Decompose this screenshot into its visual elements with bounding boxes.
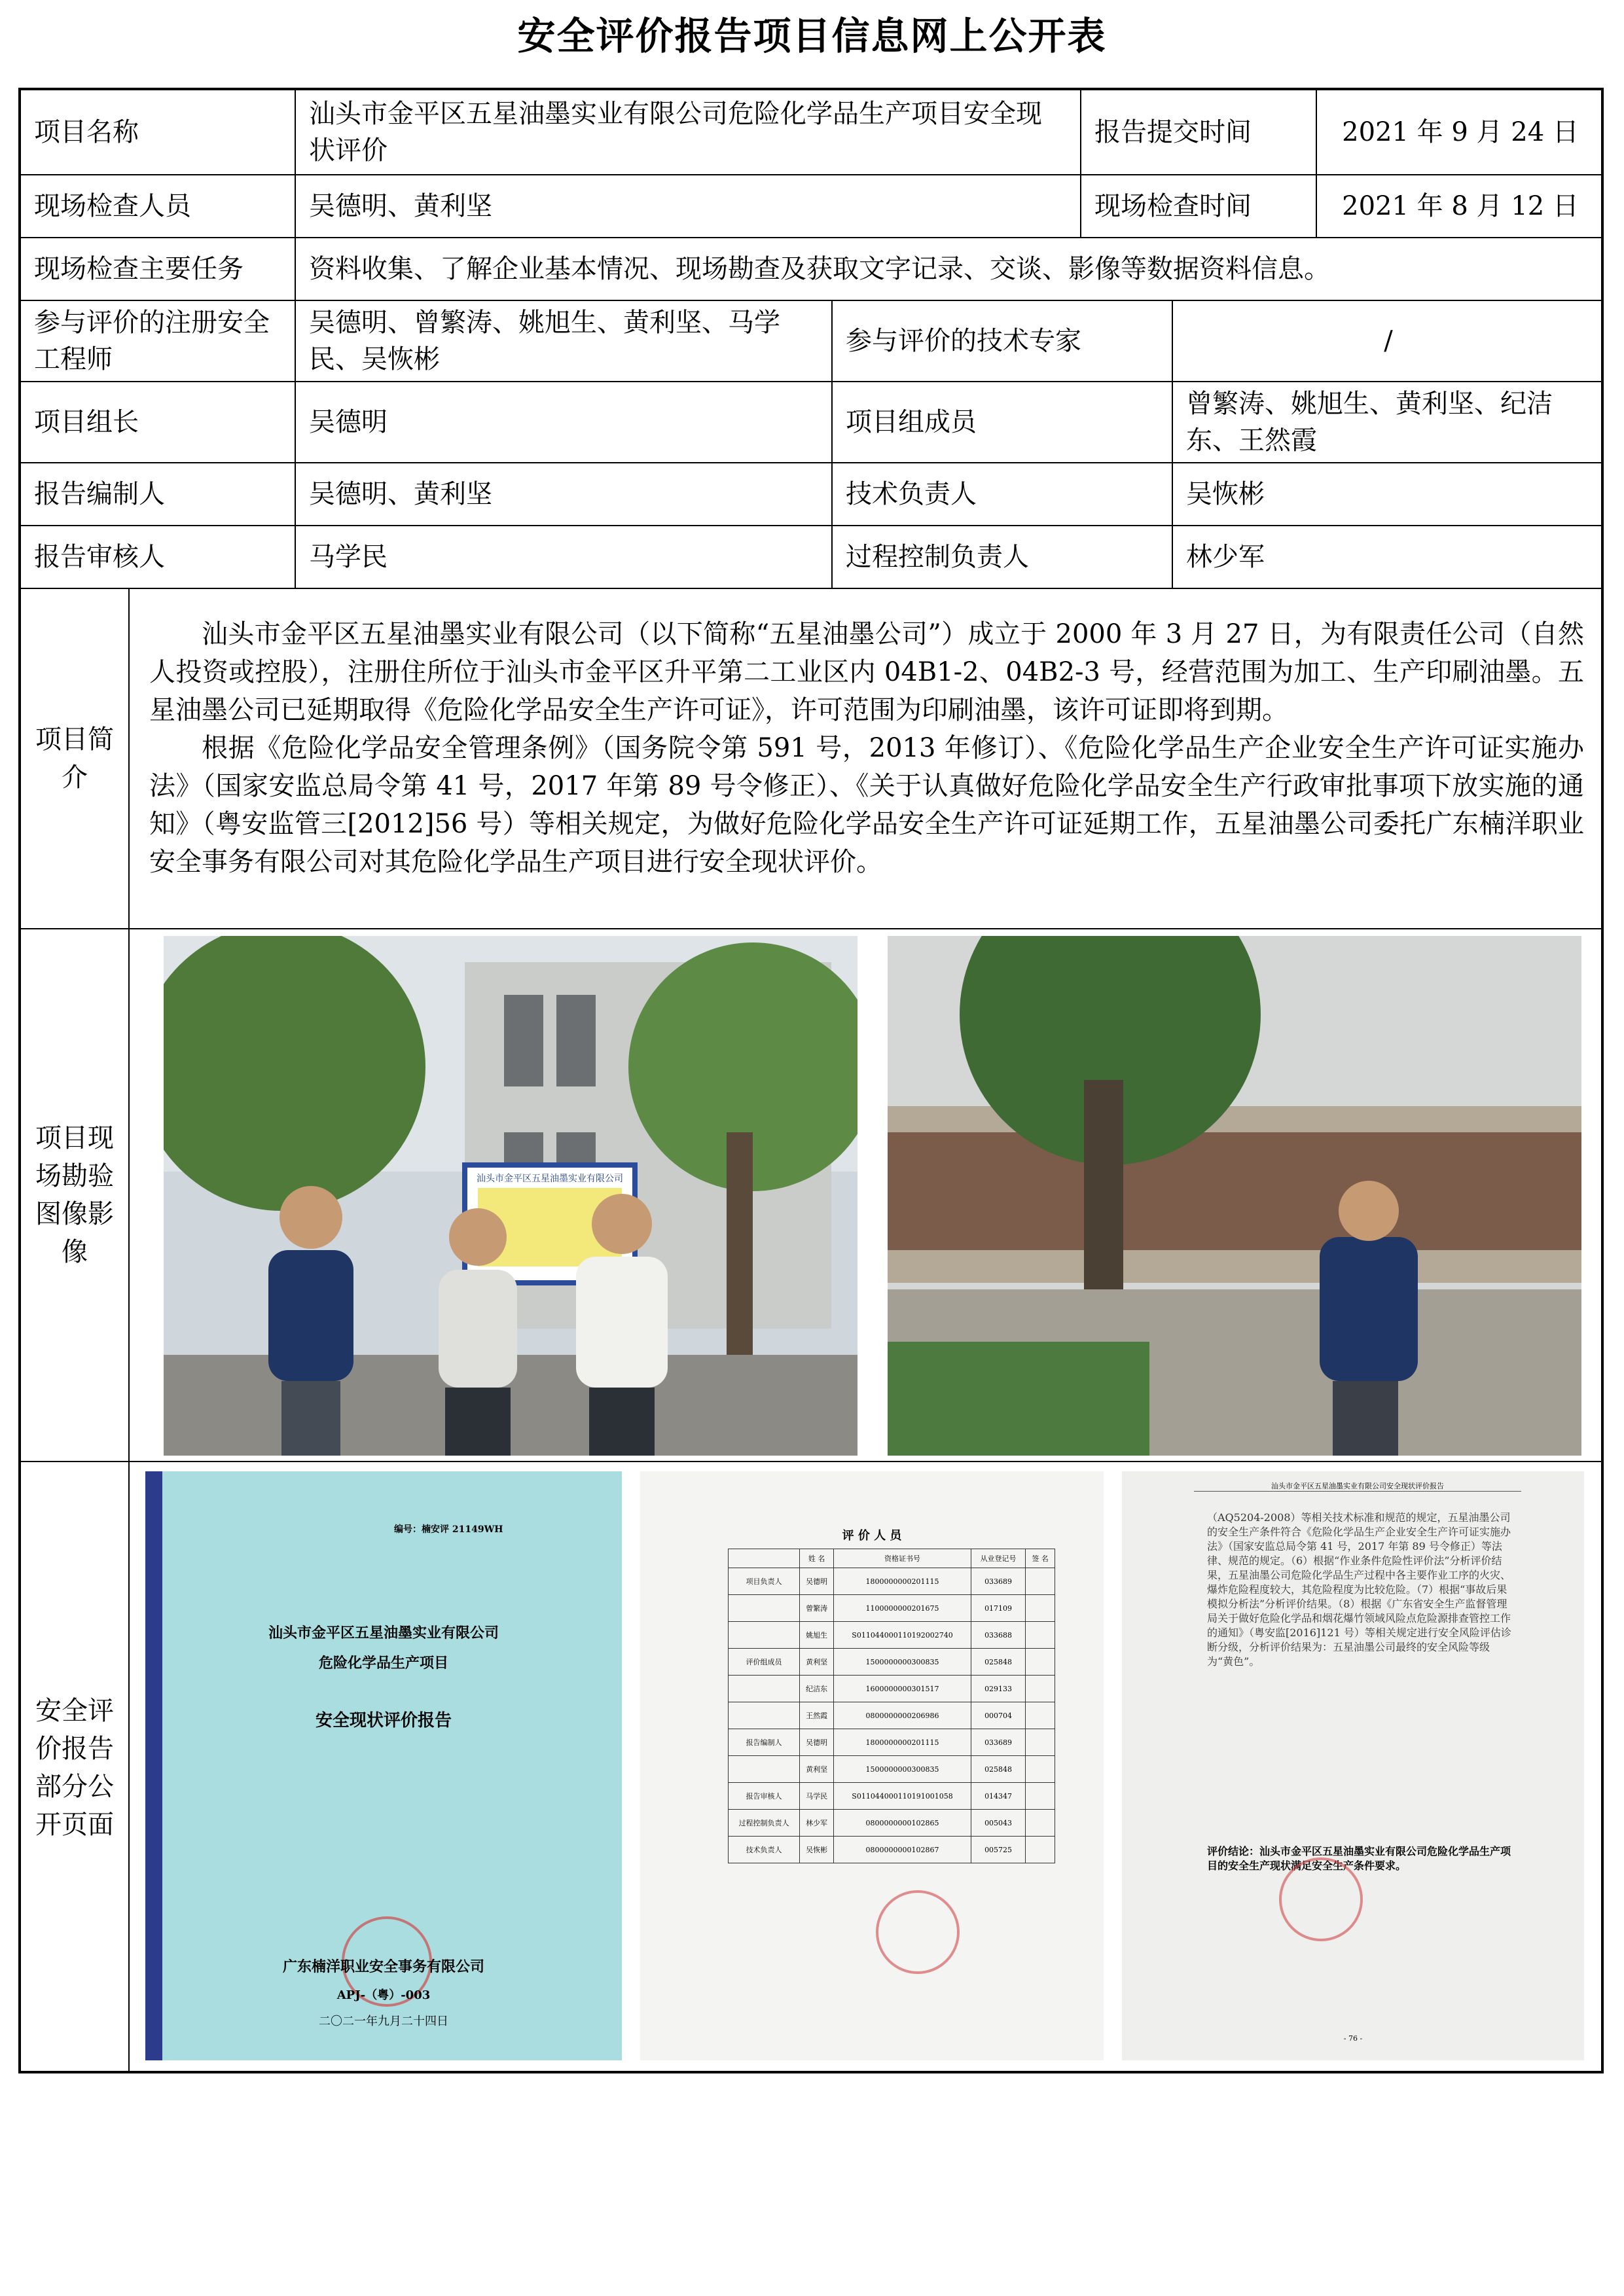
staff-table-cell <box>1026 1783 1055 1810</box>
staff-table-cell: 025848 <box>971 1756 1025 1783</box>
leader-label: 项目组长 <box>21 382 296 463</box>
staff-table-cell: 017109 <box>971 1595 1025 1622</box>
staff-table-cell: S011044000110191001058 <box>834 1783 971 1810</box>
info-table <box>18 88 1604 2073</box>
intro-label: 项目简介 <box>21 589 130 929</box>
intro-paragraph-2: 根据《危险化学品安全管理条例》（国务院令第 591 号，2013 年修订）、《危险化学品生产企业安全生产许可证实施办法》（国家安监总局令第 41 号，2017 年第 89 号令修正）、《关于认真做好危险化学品安全生产行政审批事项下放实施的通知》（粤安监管三[2012]56 号）等相关规定，为做好危险化学品安全生产许可证延期工作，五星油墨公司委托广东楠洋职业安全事务有限公司对其危险化学品生产项目进行安全现状评价。 <box>149 733 1584 877</box>
project-name-label: 项目名称 <box>21 90 296 175</box>
staff-table-row <box>729 1702 1055 1729</box>
author-label: 报告编制人 <box>21 463 296 526</box>
staff-table-cell: 0800000000206986 <box>834 1702 971 1729</box>
cover-agency: 广东楠洋职业安全事务有限公司 <box>282 1958 484 1975</box>
tech-label: 技术负责人 <box>833 463 1173 526</box>
experts-label: 参与评价的技术专家 <box>833 301 1173 382</box>
staff-table-cell: 吴德明 <box>800 1568 834 1595</box>
staff-table-cell: 1800000000201115 <box>834 1729 971 1756</box>
staff-table-cell <box>1026 1568 1055 1595</box>
conclusion-statement: 评价结论：汕头市金平区五星油墨实业有限公司危险化学品生产项目的安全生产现状满足安全生产条件要求。 <box>1207 1845 1511 1872</box>
report-pages-label: 安全评价报告部分公开页面 <box>21 1462 130 2073</box>
staff-table-cell: 吴德明 <box>800 1729 834 1756</box>
staff-table-row <box>729 1810 1055 1837</box>
staff-table-cell: 029133 <box>971 1676 1025 1702</box>
cover-date: 二〇二一年九月二十四日 <box>319 2015 448 2028</box>
project-name-value: 汕头市金平区五星油墨实业有限公司危险化学品生产项目安全现状评价 <box>296 90 1081 175</box>
staff-table-cell: 005043 <box>971 1810 1025 1837</box>
staff-table-cell: S011044000110192002740 <box>834 1622 971 1649</box>
staff-table-cell: 005725 <box>971 1837 1025 1863</box>
staff-table-cell <box>1026 1595 1055 1622</box>
staff-table-cell <box>1026 1837 1055 1863</box>
site-photo-entrance-image <box>164 936 857 1456</box>
tech-value: 吴恢彬 <box>1173 463 1604 526</box>
staff-table-cell: 项目负责人 <box>729 1568 800 1595</box>
staff-table-cell: 1100000000201675 <box>834 1595 971 1622</box>
staff-table-cell <box>1026 1622 1055 1649</box>
submit-time-label: 报告提交时间 <box>1081 90 1317 175</box>
staff-table-cell <box>1026 1756 1055 1783</box>
staff-table-cell: 吴恢彬 <box>800 1837 834 1863</box>
staff-table-cell: 000704 <box>971 1702 1025 1729</box>
intro-section <box>130 589 1604 929</box>
staff-seal <box>876 1890 960 1974</box>
staff-table-cell: 0800000000102867 <box>834 1837 971 1863</box>
staff-table-header: 资格证书号 <box>834 1549 971 1568</box>
site-photos-label: 项目现场勘验图像影像 <box>21 929 130 1462</box>
staff-table-cell: 1500000000300835 <box>834 1756 971 1783</box>
staff-table-cell: 姚旭生 <box>800 1622 834 1649</box>
staff-table-cell <box>1026 1702 1055 1729</box>
staff-table-cell: 033689 <box>971 1568 1025 1595</box>
site-photo-yard-image <box>888 936 1581 1456</box>
staff-table-cell <box>729 1676 800 1702</box>
experts-value: / <box>1173 301 1604 382</box>
process-value: 林少军 <box>1173 526 1604 589</box>
conclusion-header: 汕头市金平区五星油墨实业有限公司安全现状评价报告 <box>1194 1480 1521 1492</box>
staff-table-cell: 0800000000102865 <box>834 1810 971 1837</box>
staff-table-row <box>729 1837 1055 1863</box>
staff-table-row <box>729 1622 1055 1649</box>
tasks-value: 资料收集、了解企业基本情况、现场勘查及获取文字记录、交谈、影像等数据资料信息。 <box>296 238 1604 301</box>
staff-table-row <box>729 1783 1055 1810</box>
site-board-text: 汕头市金平区五星油墨实业有限公司 <box>477 1174 623 1184</box>
process-label: 过程控制负责人 <box>833 526 1173 589</box>
cover-company: 汕头市金平区五星油墨实业有限公司 <box>268 1624 499 1641</box>
staff-table-cell: 马学民 <box>800 1783 834 1810</box>
staff-table-cell: 014347 <box>971 1783 1025 1810</box>
inspectors-value: 吴德明、黄利坚 <box>296 175 1081 238</box>
inspect-time-value: 2021 年 8 月 12 日 <box>1317 175 1604 238</box>
staff-table-cell: 黄利坚 <box>800 1756 834 1783</box>
report-cover-page <box>145 1471 622 2060</box>
staff-table-cell <box>1026 1810 1055 1837</box>
staff-table-row <box>729 1729 1055 1756</box>
engineers-label: 参与评价的注册安全工程师 <box>21 301 296 382</box>
inspect-time-label: 现场检查时间 <box>1081 175 1317 238</box>
staff-table-cell: 黄利坚 <box>800 1649 834 1676</box>
staff-table-header: 姓 名 <box>800 1549 834 1568</box>
report-conclusion-page <box>1122 1471 1584 2060</box>
staff-table-cell: 技术负责人 <box>729 1837 800 1863</box>
staff-table-cell: 报告审核人 <box>729 1783 800 1810</box>
staff-table-cell <box>1026 1676 1055 1702</box>
members-label: 项目组成员 <box>833 382 1173 463</box>
tasks-label: 现场检查主要任务 <box>21 238 296 301</box>
staff-table-cell: 评价组成员 <box>729 1649 800 1676</box>
staff-table-row <box>729 1649 1055 1676</box>
staff-table-row <box>729 1676 1055 1702</box>
submit-time-value: 2021 年 9 月 24 日 <box>1317 90 1604 175</box>
staff-table-row <box>729 1756 1055 1783</box>
page-title: 安全评价报告项目信息网上公开表 <box>517 14 1107 58</box>
staff-table-cell: 报告编制人 <box>729 1729 800 1756</box>
staff-table-cell <box>1026 1729 1055 1756</box>
site-photo-yard <box>888 936 1581 1456</box>
author-value: 吴德明、黄利坚 <box>296 463 833 526</box>
reviewer-label: 报告审核人 <box>21 526 296 589</box>
site-photos-area <box>130 929 1604 1462</box>
cover-project: 危险化学品生产项目 <box>318 1655 448 1672</box>
cover-report-title: 安全现状评价报告 <box>315 1711 452 1731</box>
staff-table-cell <box>729 1702 800 1729</box>
report-staff-page <box>640 1471 1104 2060</box>
staff-table-cell: 1800000000201115 <box>834 1568 971 1595</box>
staff-heading: 评 价 人 员 <box>842 1529 902 1543</box>
staff-table-row <box>729 1595 1055 1622</box>
cover-serial: 编号：楠安评 21149WH <box>394 1524 503 1535</box>
reviewer-value: 马学民 <box>296 526 833 589</box>
inspectors-label: 现场检查人员 <box>21 175 296 238</box>
members-value: 曾繁涛、姚旭生、黄利坚、纪洁东、王然霞 <box>1173 382 1604 463</box>
staff-table-cell: 025848 <box>971 1649 1025 1676</box>
staff-table-cell <box>729 1595 800 1622</box>
site-photo-entrance <box>164 936 857 1456</box>
conclusion-page-number: - 76 - <box>1343 2034 1363 2043</box>
staff-table-cell: 林少军 <box>800 1810 834 1837</box>
staff-table <box>728 1549 1055 1863</box>
staff-table-cell: 033688 <box>971 1622 1025 1649</box>
staff-table-cell: 1500000000300835 <box>834 1649 971 1676</box>
staff-table-header: 从业登记号 <box>971 1549 1025 1568</box>
staff-table-cell: 曾繁涛 <box>800 1595 834 1622</box>
conclusion-seal <box>1279 1857 1363 1941</box>
engineers-value: 吴德明、曾繁涛、姚旭生、黄利坚、马学民、吴恢彬 <box>296 301 833 382</box>
staff-table-cell <box>729 1756 800 1783</box>
leader-value: 吴德明 <box>296 382 833 463</box>
staff-table-cell: 1600000000301517 <box>834 1676 971 1702</box>
staff-table-cell <box>1026 1649 1055 1676</box>
staff-table-header: 签 名 <box>1026 1549 1055 1568</box>
staff-table-cell: 王然霞 <box>800 1702 834 1729</box>
conclusion-body: （AQ5204-2008）等相关技术标准和规范的规定，五星油墨公司的安全生产条件符合《危险化学品生产企业安全生产许可证实施办法》（国家安监总局令第 41 号，2017 年第 89 号令修正）等法律、规范的规定。（6）根据“作业条件危险性评价法”分析评价结果，五星油墨公司危险化学品生产过程中各主要作业工序的火灾、爆炸危险程度较大，其危险程度为比较危险。（7）根据“事故后果模拟分析法”分析评价结果。（8）根据《广东省安全生产监督管理局关于做好危险化学品和烟花爆竹领域风险点危险源排查管控工作的通知》（粤安监[2016]121 号）等相关规定进行安全风险评估诊断分级，分析评价结果为：五星油墨公司最终的安全风险等级为“黄色”。 <box>1207 1511 1511 1668</box>
staff-table-cell: 过程控制负责人 <box>729 1810 800 1837</box>
staff-table-cell <box>729 1622 800 1649</box>
staff-table-header <box>729 1549 800 1568</box>
intro-paragraph-1: 汕头市金平区五星油墨实业有限公司（以下简称“五星油墨公司”）成立于 2000 年 3 月 27 日，为有限责任公司（自然人投资或控股），注册住所位于汕头市金平区升平第二工业区内 04B1-2、04B2-3 号，经营范围为加工、生产印刷油墨。五星油墨公司已延期取得《危险化学品安全生产许可证》，许可范围为印刷油墨，该许可证即将到期。 <box>149 619 1584 725</box>
cover-code: APJ-（粤）-003 <box>336 1988 431 2002</box>
staff-table-row <box>729 1568 1055 1595</box>
staff-table-cell: 纪洁东 <box>800 1676 834 1702</box>
staff-table-cell: 033689 <box>971 1729 1025 1756</box>
